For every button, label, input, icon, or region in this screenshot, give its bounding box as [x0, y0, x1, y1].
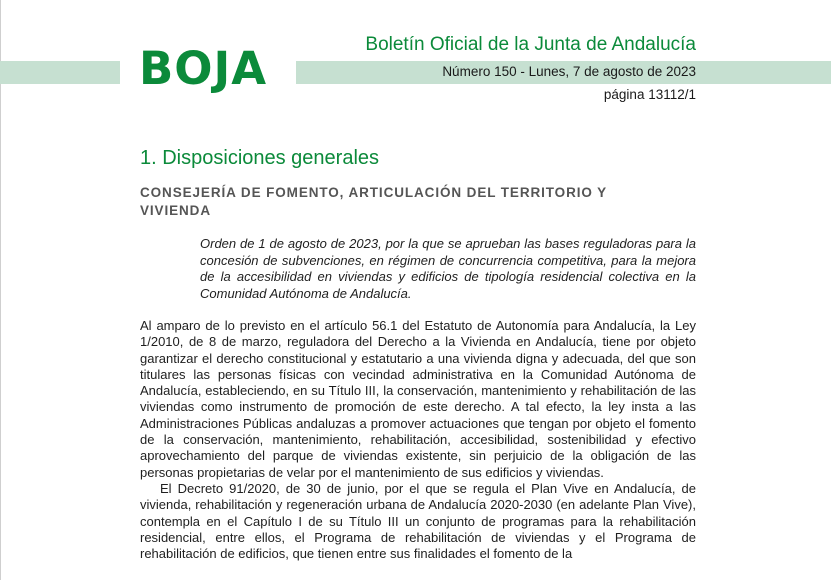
header-band-left [0, 61, 120, 84]
boja-logo: BOJA [139, 42, 268, 95]
body-paragraph: El Decreto 91/2020, de 30 de junio, por el que se regula el Plan Vive en Andalucía, de vivienda, rehabilitación y regeneración urbana de Andalucía 2020-2030 (en adelante Plan Vive), contempla en el Capítulo I de su Título III un conjunto de programas para la rehabilitación residencial, entre ellos, el Programa de rehabilitación de viviendas y el Programa de rehabilitación de edificios, que tienen entre sus finalidades el fomento de la [140, 480, 696, 562]
bulletin-title: Boletín Oficial de la Junta de Andalucía [365, 34, 696, 55]
page-number: página 13112/1 [603, 87, 696, 102]
body-text [140, 318, 696, 562]
order-title: Orden de 1 de agosto de 2023, por la que se aprueban las bases reguladoras para la concesión de subvenciones, en régimen de concurrencia competitiva, para la mejora de la accesibilidad en viviendas y edificios de tipología residencial colectiva en la Comunidad Autónoma de Andalucía. [200, 236, 696, 301]
section-heading: 1. Disposiciones generales [140, 147, 380, 169]
body-paragraph: Al amparo de lo previsto en el artículo 56.1 del Estatuto de Autonomía para Andalucía, la Ley 1/2010, de 8 de marzo, reguladora del Derecho a la Vivienda en Andalucía, tiene por objeto garantizar el derecho constitucional y estatutario a una vivienda digna y adecuada, del que son titulares las personas físicas con vecindad administrativa en la Comunidad Autónoma de Andalucía, estableciendo, en su Título III, la conservación, mantenimiento y rehabilitación de las viviendas como instrumento de promoción de este derecho. A tal efecto, la ley insta a las Administraciones Públicas andaluzas a promover actuaciones que tengan por objeto el fomento de la conservación, mantenimiento, rehabilitación, accesibilidad, sostenibilidad y efectivo aprovechamiento del parque de viviendas existente, sin perjuicio de la obligación de las personas propietarias de velar por el mantenimiento de sus edificios y viviendas. [140, 318, 696, 480]
ministry-name: CONSEJERÍA DE FOMENTO, ARTICULACIÓN DEL TERRITORIO Y VIVIENDA [140, 185, 607, 218]
page-edge [0, 0, 1, 580]
issue-number-date: Número 150 - Lunes, 7 de agosto de 2023 [442, 64, 696, 79]
